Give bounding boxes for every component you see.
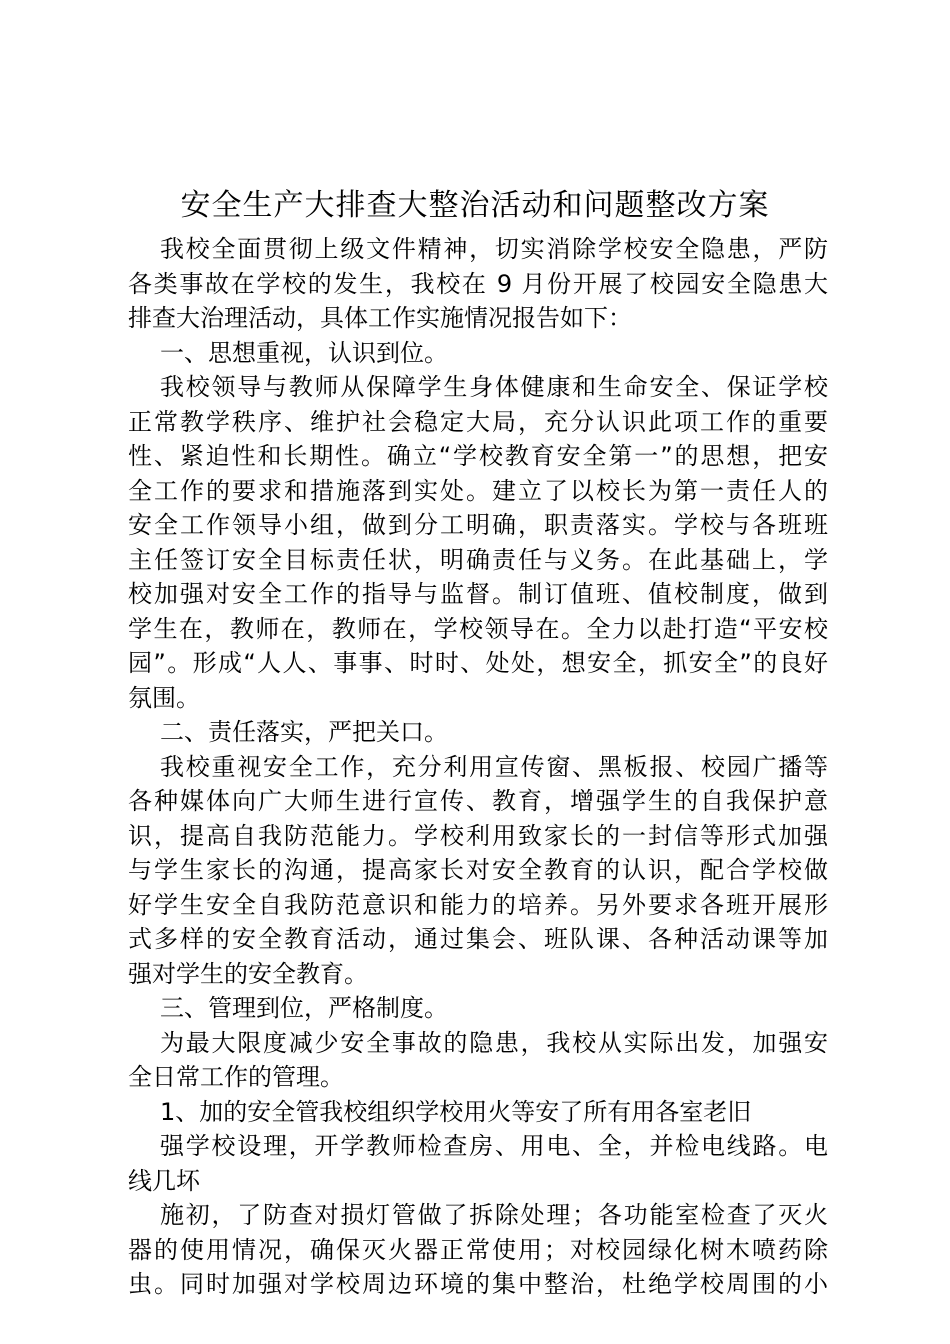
body-text-line: 好学生安全自我防范意识和能力的培养。另外要求各班开展形 <box>128 890 828 919</box>
body-text-line: 我校重视安全工作，充分利用宣传窗、黑板报、校园广播等 <box>160 752 828 781</box>
body-text-line: 全日常工作的管理。 <box>128 1063 344 1091</box>
body-text-line: 性、紧迫性和长期性。确立“学校教育安全第一”的思想，把安 <box>128 442 828 470</box>
body-text-line: 1、加的安全管我校组织学校用火等安了所有用各室老旧 <box>160 1097 752 1126</box>
body-text-line: 排查大治理活动，具体工作实施情况报告如下： <box>128 304 632 332</box>
document-body <box>128 232 828 1302</box>
body-text-line: 强学校设理，开学教师检查房、用电、全，并检电线路。电 <box>160 1132 828 1160</box>
body-text-line: 施初，了防查对损灯管做了拆除处理；各功能室检查了灭火 <box>160 1201 828 1229</box>
body-text-line: 主任签订安全目标责任状，明确责任与义务。在此基础上，学 <box>128 545 828 574</box>
body-text-line: 学生在，教师在，教师在，学校领导在。全力以赴打造“平安校 <box>128 614 828 643</box>
body-text-line: 与学生家长的沟通，提高家长对安全教育的认识，配合学校做 <box>128 856 828 884</box>
body-text-line: 一、思想重视，认识到位。 <box>160 338 448 367</box>
document-title: 安全生产大排查大整治活动和问题整改方案 <box>180 188 770 223</box>
body-text-line: 安全工作领导小组，做到分工明确，职责落实。学校与各班班 <box>128 511 828 539</box>
body-text-line: 我校全面贯彻上级文件精神，切实消除学校安全隐患，严防 <box>160 235 828 263</box>
body-text-line: 各类事故在学校的发生，我校在 9 月份开展了校园安全隐患大 <box>128 269 828 298</box>
body-text-line: 正常教学秩序、维护社会稳定大局，充分认识此项工作的重要 <box>128 407 828 436</box>
body-text-line: 强对学生的安全教育。 <box>128 959 368 988</box>
body-text-line: 式多样的安全教育活动，通过集会、班队课、各种活动课等加 <box>128 925 828 953</box>
body-text-line: 器的使用情况，确保灭火器正常使用；对校园绿化树木喷药除 <box>128 1235 828 1264</box>
body-text-line: 园”。形成“人人、事事、时时、处处，想安全，抓安全”的良好 <box>128 649 828 677</box>
body-text-line: 线几坏 <box>128 1166 200 1195</box>
body-text-line: 校加强对安全工作的指导与监督。制订值班、值校制度，做到 <box>128 580 828 608</box>
body-text-line: 三、管理到位，严格制度。 <box>160 994 448 1022</box>
body-text-line: 氛围。 <box>128 683 200 712</box>
body-text-line: 二、责任落实，严把关口。 <box>160 718 448 746</box>
body-text-line: 识，提高自我防范能力。学校利用致家长的一封信等形式加强 <box>128 821 828 850</box>
body-text-line: 我校领导与教师从保障学生身体健康和生命安全、保证学校 <box>160 373 828 401</box>
body-text-line: 虫。同时加强对学校周边环境的集中整治，杜绝学校周围的小 <box>128 1270 828 1298</box>
body-text-line: 为最大限度减少安全事故的隐患，我校从实际出发，加强安 <box>160 1028 828 1057</box>
body-text-line: 全工作的要求和措施落到实处。建立了以校长为第一责任人的 <box>128 476 828 505</box>
body-text-line: 各种媒体向广大师生进行宣传、教育，增强学生的自我保护意 <box>128 787 828 815</box>
